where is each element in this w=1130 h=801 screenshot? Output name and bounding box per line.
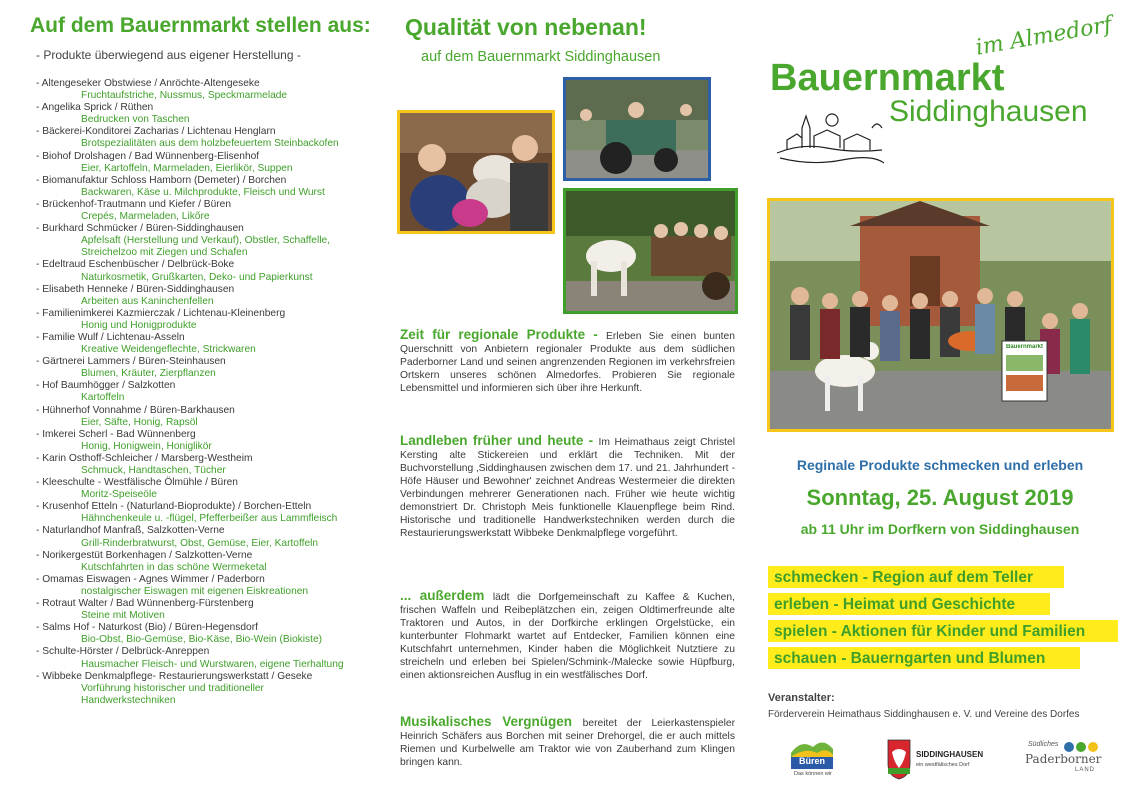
- vendor-entry: [36, 622, 366, 646]
- carriage-photo-illustration: [566, 191, 735, 311]
- vendor-name: - Elisabeth Henneke / Büren-Siddinghausen: [36, 283, 235, 295]
- vendor-products: Crepés, Marmeladen, Likőre: [81, 211, 210, 223]
- paragraph-body: Erleben Sie einen bunten Querschnitt von Anbietern regionaler Produkte aus dem südlichen Paderborner Land und seinen angrenzenden Regionen im verkehrsfreien Ortskern unseres schönen Almedorfes. Probieren Sie regionale Lebensmittel und informieren sich über ihre Herkunft.: [400, 331, 735, 394]
- vendor-name: - Wibbeke Denkmalpflege- Restaurierungswerkstatt / Geseke: [36, 670, 313, 682]
- siddinghausen-crest-logo: [886, 738, 996, 786]
- quality-title: Qualität von nebenan!: [405, 14, 647, 40]
- vendor-name: - Karin Osthoff-Schleicher / Marsberg-Westheim: [36, 452, 253, 464]
- vendor-products: Hausmacher Fleisch- und Wurstwaren, eigene Tierhaltung: [81, 658, 344, 670]
- vendor-name: - Edeltraud Eschenbüscher / Delbrück-Boke: [36, 259, 235, 271]
- vendor-name: - Biohof Drolshagen / Bad Wünnenberg-Elisenhof: [36, 150, 260, 162]
- vendor-products: Vorführung historischer und traditioneller: [81, 682, 264, 694]
- paragraph-heading: Landleben früher und heute -: [400, 433, 599, 448]
- event-time: ab 11 Uhr im Dorfkern von Siddinghausen: [800, 521, 1080, 537]
- vendor-name: - Familie Wulf / Lichtenau-Asseln: [36, 331, 185, 343]
- vendor-products: Fruchtaufstriche, Nussmus, Speckmarmelade: [81, 90, 288, 102]
- paragraph-body: bereitet der Leierkastenspieler Heinrich Schäfers aus Borchen mit seiner Drehorgel, die er auch mittels Riemen und Kurbelwelle am Traktor wie von Zauberhand zum Klingen bringen kann.: [400, 718, 736, 768]
- vendor-products: Schmuck, Handtaschen, Tücher: [81, 465, 226, 476]
- vendor-products: Bio-Obst, Bio-Gemüse, Bio-Käse, Bio-Wein (Biokiste): [81, 634, 322, 646]
- exhibitors-subtitle: - Produkte überwiegend aus eigener Herstellung -: [36, 48, 301, 62]
- almedorf-script: im Almedorf: [973, 12, 1114, 61]
- vendor-name: - Biomanufaktur Schloss Hamborn (Demeter) / Borchen: [36, 174, 287, 186]
- vendor-name: - Imkerei Scherl - Bad Wünnenberg: [36, 428, 196, 440]
- vendor-entry: [36, 332, 366, 356]
- vendor-entry: [36, 405, 366, 429]
- vendor-products: Handwerkstechniken: [81, 694, 176, 706]
- paragraph-heading: Zeit für regionale Produkte -: [400, 327, 606, 342]
- bueren-logo-text: Büren: [798, 756, 825, 766]
- vendor-name: - Norikergestüt Borkenhagen / Salzkotten-Verne: [36, 549, 253, 561]
- vendor-name: - Omamas Eiswagen - Agnes Wimmer / Paderborn: [36, 573, 265, 585]
- bueren-logo: [787, 735, 837, 785]
- paragraph-body: Im Heimathaus zeigt Christel Kersting alte Stickereien und erklärt die Techniken. Mit der Buchvorstellung ‚Siddinghausen zwischen dem 17. und 21. Jahrhundert - Höfe Häuser und Bewohner' zeichnet Andreas Westermeier die direkten Verbindungen mehrerer Generationen nach. Früher wie heute wichtig demonstriert Dr. Christoph Meis funktionelle Klauenpflege beim Rind. Historische und traditionelle Handwerkstechniken werden durch die Restaurierungswerkstatt Wibbeke Denkmalpflege vorgeführt.: [400, 437, 735, 539]
- paragraph-also: [400, 589, 735, 682]
- market-sign-title: Bauernmarkt: [1006, 344, 1043, 350]
- tagline: Reginale Produkte schmecken und erleben: [796, 457, 1084, 473]
- exhibitors-title: Auf dem Bauernmarkt stellen aus:: [30, 14, 371, 37]
- vendor-entry: [36, 501, 366, 525]
- paderborner-land-logo: [1025, 741, 1110, 781]
- vendor-products: Kutschfahrten in das schöne Wermeketal: [81, 561, 267, 573]
- vendor-entry: [36, 102, 366, 126]
- paragraph-heading: ... außerdem: [400, 588, 493, 603]
- photo-horse-carriage: [563, 188, 738, 314]
- event-title: Bauernmarkt: [770, 57, 1005, 99]
- siddinghausen-logo-text: SIDDINGHAUSEN: [916, 750, 984, 759]
- paderborner-land-text: LAND: [1075, 767, 1096, 773]
- vendor-entry: [36, 308, 366, 332]
- vendor-products: Honig, Honigwein, Honiglikör: [81, 440, 212, 452]
- vendor-entry: [36, 199, 366, 223]
- vendor-name: - Bäckerei-Konditorei Zacharias / Lichtenau Henglarn: [36, 126, 276, 138]
- vendor-entry: [36, 598, 366, 622]
- vendor-products: nostalgischer Eiswagen mit eigenen Eiskreationen: [81, 585, 309, 597]
- vendor-products: Kartoffeln: [81, 392, 125, 404]
- paderborner-big-text: Paderborner: [1025, 752, 1102, 766]
- event-date: Sonntag, 25. August 2019: [806, 485, 1074, 510]
- vendor-products: Grill-Rinderbratwurst, Obst, Gemüse, Eier, Kartoffeln: [81, 537, 319, 549]
- highlight-bar-experience: erleben - Heimat und Geschichte: [768, 593, 1050, 615]
- vendor-products: Hähnchenkeule u. -flügel, Pfefferbeißer aus Lammfleisch: [81, 513, 338, 525]
- vendor-list: [36, 78, 366, 707]
- vendor-products: Honig und Honigprodukte: [81, 319, 197, 331]
- vendor-name: - Hof Baumhögger / Salzkotten: [36, 380, 176, 392]
- photo-boy-with-goat: [397, 110, 555, 234]
- vendor-products: Streichelzoo mit Ziegen und Schafen: [81, 247, 248, 259]
- vendor-entry: [36, 126, 366, 150]
- vendor-products: Moritz-Speiseöle: [81, 489, 157, 501]
- vendor-name: - Burkhard Schmücker / Büren-Siddinghausen: [36, 223, 244, 235]
- vendor-products: Eier, Säfte, Honig, Rapsöl: [81, 416, 198, 428]
- vendor-name: - Salms Hof - Naturkost (Bio) / Büren-Hegensdorf: [36, 622, 258, 634]
- vendor-entry: [36, 671, 366, 707]
- vendor-name: - Familienimkerei Kazmierczak / Lichtenau-Kleinenberg: [36, 307, 286, 319]
- vendor-products: Bedrucken von Taschen: [81, 114, 190, 126]
- vendor-entry: [36, 78, 366, 102]
- vendor-products: Eier, Kartoffeln, Marmeladen, Eierlikör, Suppen: [81, 162, 293, 174]
- quality-subtitle: auf dem Bauernmarkt Siddinghausen: [421, 49, 661, 65]
- vendor-products: Naturkosmetik, Grußkarten, Deko- und Papierkunst: [81, 271, 313, 283]
- paragraph-music: [400, 715, 735, 769]
- village-sketch-logo: [772, 108, 887, 168]
- vendor-entry: [36, 477, 366, 501]
- vendor-entry: [36, 356, 366, 380]
- organizer-label: Veranstalter:: [768, 692, 835, 704]
- vendor-entry: [36, 646, 366, 670]
- vendor-name: - Altengeseker Obstwiese / Anröchte-Altengeseke: [36, 78, 260, 89]
- vendor-products: Kreative Weidengeflechte, Strickwaren: [81, 344, 256, 356]
- paragraph-country-life: [400, 434, 735, 540]
- vendor-name: - Angelika Sprick / Rüthen: [36, 102, 154, 114]
- vendor-entry: [36, 175, 366, 199]
- vendor-entry: [36, 380, 366, 404]
- vendor-products: Arbeiten aus Kaninchenfellen: [81, 295, 214, 307]
- organizer-text: Förderverein Heimathaus Siddinghausen e. V. und Vereine des Dorfes: [768, 709, 1080, 720]
- vendor-name: - Rotraut Walter / Bad Wünnenberg-Fürstenberg: [36, 598, 254, 610]
- vendor-name: - Hühnerhof Vonnahme / Büren-Barkhausen: [36, 404, 235, 416]
- vendor-name: - Brückenhof-Trautmann und Kiefer / Büren: [36, 198, 231, 210]
- vendor-entry: [36, 453, 366, 477]
- vendor-products: Apfelsaft (Herstellung und Verkauf), Obstler, Schaffelle,: [81, 235, 330, 247]
- vendor-entry: [36, 284, 366, 308]
- vendor-products: Blumen, Kräuter, Zierpflanzen: [81, 368, 216, 380]
- vendor-name: - Schulte-Hörster / Delbrück-Anreppen: [36, 646, 210, 658]
- bueren-logo-tagline: Das können wir: [794, 771, 832, 777]
- vendor-products: Backwaren, Käse u. Milchprodukte, Fleisch und Wurst: [81, 186, 325, 198]
- highlight-bar-taste: schmecken - Region auf dem Teller: [768, 566, 1064, 588]
- group-photo-illustration: [770, 201, 1111, 429]
- vendor-entry: [36, 259, 366, 283]
- vendor-entry: [36, 574, 366, 598]
- vendor-entry: [36, 223, 366, 259]
- vendor-name: - Krusenhof Etteln - (Naturland-Bioprodukte) / Borchen-Etteln: [36, 501, 312, 513]
- paragraph-heading: Musikalisches Vergnügen: [400, 714, 583, 729]
- vendor-entry: [36, 525, 366, 549]
- coat-of-arms-icon: [886, 738, 912, 780]
- event-title-place: Siddinghausen: [889, 95, 1088, 128]
- tractor-photo-illustration: [566, 80, 708, 178]
- vendor-name: - Naturlandhof Manfraß, Salzkotten-Verne: [36, 525, 225, 537]
- paderborner-small-text: Südliches: [1028, 741, 1059, 748]
- vendor-entry: [36, 151, 366, 175]
- vendor-entry: [36, 429, 366, 453]
- vendor-products: Steine mit Motiven: [81, 610, 165, 622]
- siddinghausen-logo-tagline: ein westfälisches Dorf: [916, 762, 970, 768]
- church-sketch-icon: [772, 108, 887, 168]
- vendor-products: Brotspezialitäten aus dem holzbefeuertem Steinbackofen: [81, 138, 339, 150]
- paragraph-regional-products: [400, 328, 735, 395]
- photo-tractor: [563, 77, 711, 181]
- highlight-bar-play: spielen - Aktionen für Kinder und Familien: [768, 620, 1118, 642]
- vendor-name: - Kleeschulte - Westfälische Ölmühle / Büren: [36, 477, 238, 489]
- goat-photo-illustration: [400, 113, 552, 231]
- highlight-bar-look: schauen - Bauerngarten und Blumen: [768, 647, 1080, 669]
- paragraph-body: lädt die Dorfgemeinschaft zu Kaffee & Kuchen, frischen Waffeln und Reibeplätzchen ein, zeigen Oldtimerfreunde alte Traktoren und Autos, in der Dorfkirche erklingen Orgelstücke, ein kunterbunter Flohmarkt wartet auf Entdecker, Familien können eine Kutschfahrt unternehmen, Kinder haben die Möglichkeit Nutztiere zu streicheln und erleben bei Spielen/Schmink-/Malecke sowie Hüpfburg, einen aktionsreichen Ausflug in ein westfälisches Dorf.: [400, 592, 735, 681]
- vendor-entry: [36, 550, 366, 574]
- photo-group-market: [767, 198, 1114, 432]
- vendor-name: - Gärtnerei Lammers / Büren-Steinhausen: [36, 356, 226, 368]
